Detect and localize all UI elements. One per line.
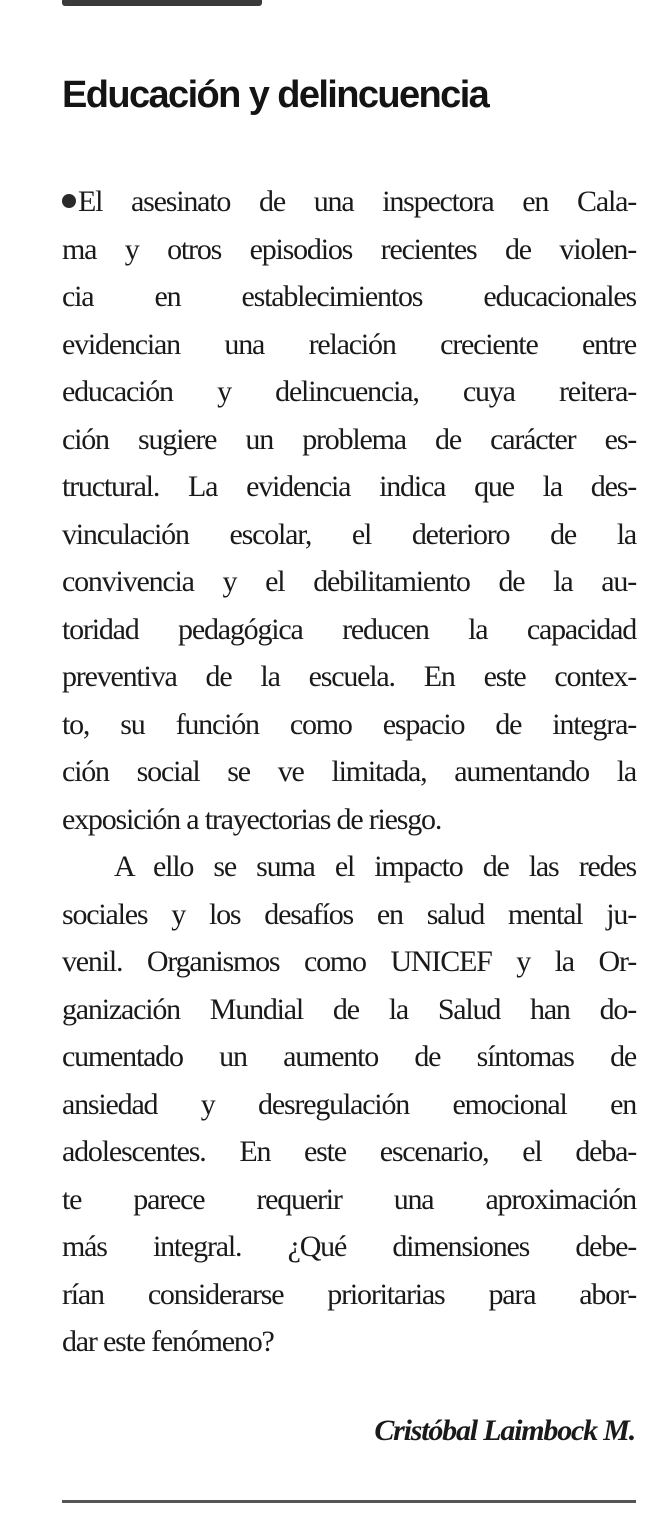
bottom-rule <box>62 1500 636 1503</box>
bullet-icon <box>62 194 76 208</box>
body-line-7: tructural. La evidencia indica que la des- <box>62 470 636 503</box>
body-line-10: toridad pedagógica reducen la capacidad <box>62 612 636 646</box>
body-line-17: venil. Organismos como UNICEF y la Or- <box>62 945 636 978</box>
body-line-2: ma y otros episodios recientes de violen- <box>62 232 636 266</box>
top-rule <box>62 0 262 6</box>
body-line-19: cumentado un aumento de síntomas de <box>62 1040 636 1073</box>
body-line-16: sociales y los desafíos en salud mental ju- <box>62 897 636 931</box>
body-line-13: ción social se ve limitada, aumentando la <box>62 755 636 788</box>
body-line-11: preventiva de la escuela. En este contex- <box>62 660 636 693</box>
body-line-22: te parece requerir una aproximación <box>62 1182 636 1216</box>
body-line-15: A ello se suma el impacto de las redes <box>114 850 636 883</box>
body-line-6: ción sugiere un problema de carácter es- <box>62 422 636 456</box>
body-line-23: más integral. ¿Qué dimensiones debe- <box>62 1230 636 1263</box>
body-line-8: vinculación escolar, el deterioro de la <box>62 517 636 551</box>
body-line-4: evidencian una relación creciente entre <box>62 327 636 361</box>
body-line-21: adolescentes. En este escenario, el deba- <box>62 1135 636 1168</box>
body-line-3: cia en establecimientos educacionales <box>62 280 636 313</box>
body-line-12: to, su función como espacio de integra- <box>62 707 636 741</box>
author-signature: Cristóbal Laimbock M. <box>374 1414 635 1447</box>
body-line-9: convivencia y el debilitamiento de la au- <box>62 565 636 598</box>
body-line-5: educación y delincuencia, cuya reitera- <box>62 375 636 408</box>
body-line-20: ansiedad y desregulación emocional en <box>62 1087 636 1121</box>
article-title: Educación y delincuencia <box>62 74 489 116</box>
body-line-1 <box>62 178 636 226</box>
body-line-24: rían considerarse prioritarias para abor- <box>62 1277 636 1311</box>
article-body <box>62 178 636 1366</box>
body-line-25: dar este fenómeno? <box>62 1325 274 1358</box>
body-line-1-text: El asesinato de una inspectora en Cala- <box>78 185 636 218</box>
body-line-14: exposición a trayectorias de riesgo. <box>62 802 442 836</box>
body-line-18: ganización Mundial de la Salud han do- <box>62 992 636 1026</box>
